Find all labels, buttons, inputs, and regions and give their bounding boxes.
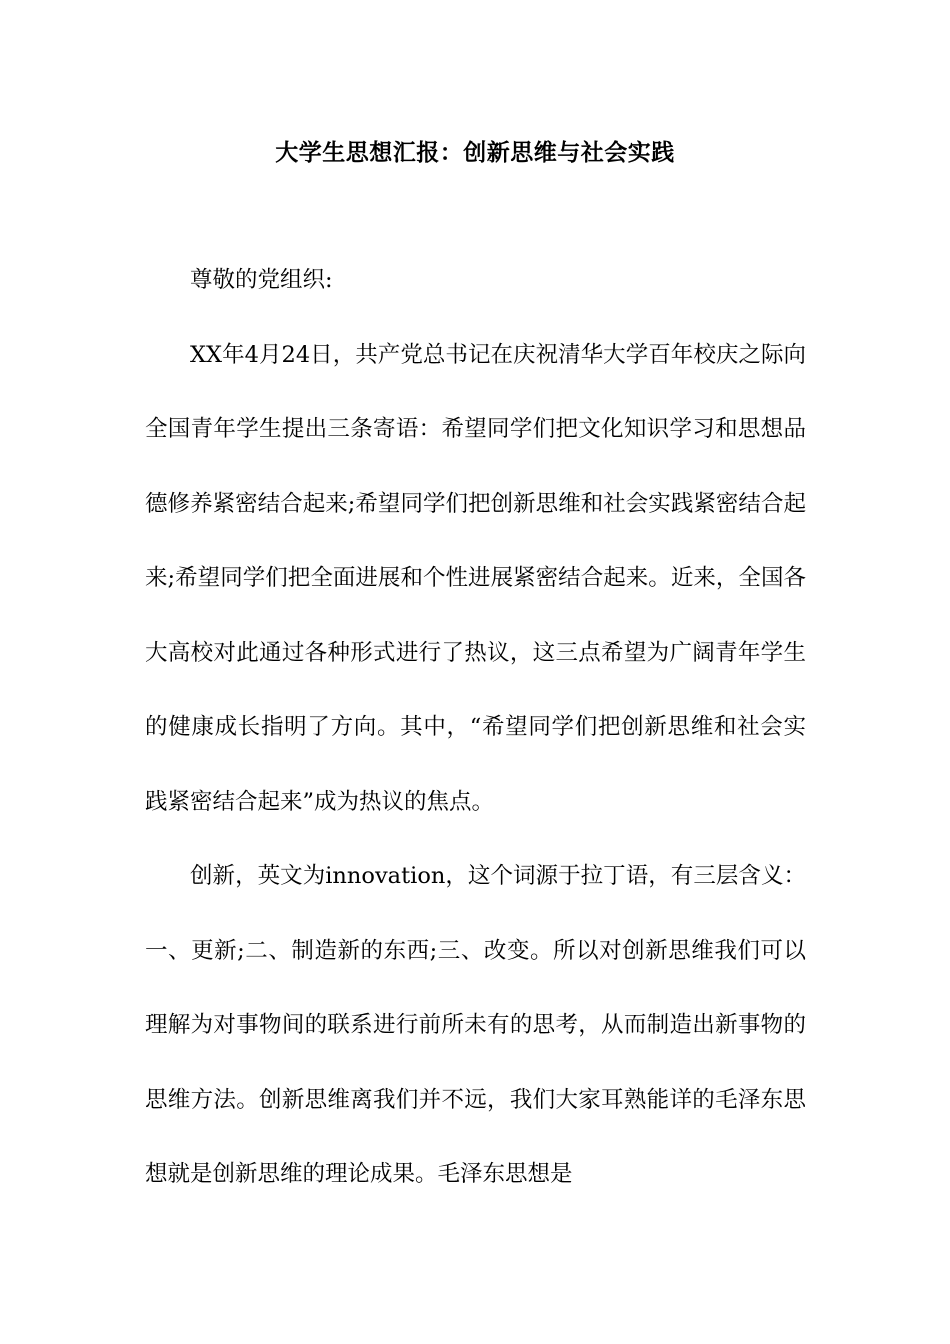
paragraph: 创新，英文为innovation，这个词源于拉丁语，有三层含义：一、更新;二、制造新的东西;三、改变。所以对创新思维我们可以理解为对事物间的联系进行前所未有的思考，从而制造出新事物的思维方法。创新思维离我们并不远，我们大家耳熟能详的毛泽东思想就是创新思维的理论成果。毛泽东思想是 xyxy=(145,863,806,1187)
salutation: 尊敬的党组织: xyxy=(190,267,333,293)
document-body xyxy=(145,243,806,1212)
document-title: 大学生思想汇报：创新思维与社会实践 xyxy=(275,140,675,166)
paragraph: XX年4月24日，共产党总书记在庆祝清华大学百年校庆之际向全国青年学生提出三条寄语：希望同学们把文化知识学习和思想品德修养紧密结合起来;希望同学们把创新思维和社会实践紧密结合起来;希望同学们把全面进展和个性进展紧密结合起来。近来，全国各大高校对此通过各种形式进行了热议，这三点希望为广阔青年学生的健康成长指明了方向。其中，“希望同学们把创新思维和社会实践紧密结合起来”成为热议的焦点。 xyxy=(145,341,806,815)
